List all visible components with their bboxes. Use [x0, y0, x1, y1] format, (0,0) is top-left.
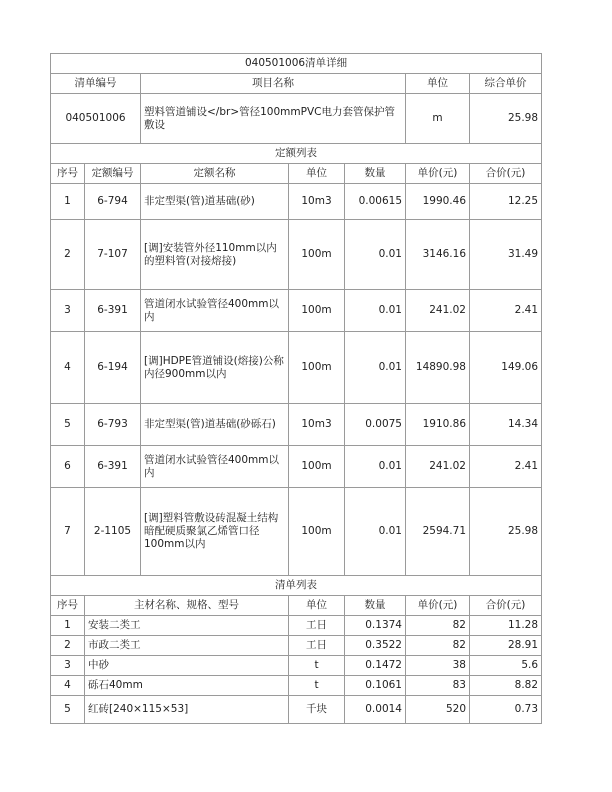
- material-qty: 0.1061: [345, 676, 406, 696]
- material-name: 安装二类工: [85, 616, 289, 636]
- quota-no: 3: [51, 290, 85, 332]
- material-unit: t: [289, 656, 345, 676]
- quota-row: [51, 332, 542, 404]
- quota-price: 14890.98: [406, 332, 470, 404]
- quota-no: 5: [51, 404, 85, 446]
- material-qty: 0.3522: [345, 636, 406, 656]
- quota-header-cell: 定额名称: [141, 164, 289, 184]
- quota-price: 241.02: [406, 290, 470, 332]
- material-total: 5.6: [470, 656, 542, 676]
- quota-no: 2: [51, 220, 85, 290]
- quota-name: 管道闭水试验管径400mm以内: [141, 446, 289, 488]
- quota-code: 6-391: [85, 290, 141, 332]
- material-price: 520: [406, 696, 470, 724]
- material-header-cell: 序号: [51, 596, 85, 616]
- quota-price: 1910.86: [406, 404, 470, 446]
- bill-price: 25.98: [470, 94, 542, 144]
- material-name: 中砂: [85, 656, 289, 676]
- material-name: 红砖[240×115×53]: [85, 696, 289, 724]
- quota-name: [调]安装管外径110mm以内的塑料管(对接熔接): [141, 220, 289, 290]
- material-price: 83: [406, 676, 470, 696]
- quota-header-cell: 数量: [345, 164, 406, 184]
- quota-qty: 0.00615: [345, 184, 406, 220]
- material-price: 38: [406, 656, 470, 676]
- quota-row: [51, 488, 542, 576]
- quota-total: 25.98: [470, 488, 542, 576]
- material-qty: 0.1472: [345, 656, 406, 676]
- material-total: 0.73: [470, 696, 542, 724]
- material-no: 1: [51, 616, 85, 636]
- quota-name: [调]塑料管敷设砖混凝土结构暗配硬质聚氯乙烯管口径100mm以内: [141, 488, 289, 576]
- material-qty: 0.0014: [345, 696, 406, 724]
- quota-total: 2.41: [470, 290, 542, 332]
- quota-header-cell: 单位: [289, 164, 345, 184]
- quota-name: 管道闭水试验管径400mm以内: [141, 290, 289, 332]
- material-no: 4: [51, 676, 85, 696]
- material-qty: 0.1374: [345, 616, 406, 636]
- quota-row: [51, 446, 542, 488]
- quota-unit: 100m: [289, 332, 345, 404]
- quota-no: 6: [51, 446, 85, 488]
- quota-row: [51, 184, 542, 220]
- quota-unit: 10m3: [289, 184, 345, 220]
- quota-unit: 100m: [289, 220, 345, 290]
- quota-qty: 0.01: [345, 220, 406, 290]
- material-name: 市政二类工: [85, 636, 289, 656]
- material-unit: 工日: [289, 616, 345, 636]
- quota-total: 2.41: [470, 446, 542, 488]
- material-no: 3: [51, 656, 85, 676]
- quota-total: 14.34: [470, 404, 542, 446]
- quota-qty: 0.0075: [345, 404, 406, 446]
- material-row: [51, 696, 542, 724]
- bill-detail-table: [50, 53, 542, 724]
- bill-code: 040501006: [51, 94, 141, 144]
- quota-header-cell: 序号: [51, 164, 85, 184]
- quota-code: 6-793: [85, 404, 141, 446]
- quota-total: 31.49: [470, 220, 542, 290]
- quota-qty: 0.01: [345, 488, 406, 576]
- bill-code-header: 清单编号: [51, 74, 141, 94]
- quota-no: 4: [51, 332, 85, 404]
- quota-name: 非定型渠(管)道基础(砂砾石): [141, 404, 289, 446]
- material-total: 8.82: [470, 676, 542, 696]
- material-unit: 工日: [289, 636, 345, 656]
- quota-name: [调]HDPE管道铺设(熔接)公称内径900mm以内: [141, 332, 289, 404]
- quota-qty: 0.01: [345, 290, 406, 332]
- bill-unit: m: [406, 94, 470, 144]
- quota-total: 12.25: [470, 184, 542, 220]
- material-row: [51, 656, 542, 676]
- material-price: 82: [406, 616, 470, 636]
- bill-name-header: 项目名称: [141, 74, 406, 94]
- material-unit: 千块: [289, 696, 345, 724]
- material-name: 砾石40mm: [85, 676, 289, 696]
- quota-code: 2-1105: [85, 488, 141, 576]
- quota-header-cell: 单价(元): [406, 164, 470, 184]
- quota-section-title: 定额列表: [51, 144, 542, 164]
- quota-code: 6-794: [85, 184, 141, 220]
- material-row: [51, 676, 542, 696]
- quota-price: 1990.46: [406, 184, 470, 220]
- quota-row: [51, 404, 542, 446]
- quota-code: 7-107: [85, 220, 141, 290]
- bill-price-header: 综合单价: [470, 74, 542, 94]
- quota-price: 2594.71: [406, 488, 470, 576]
- quota-header-cell: 合价(元): [470, 164, 542, 184]
- material-unit: t: [289, 676, 345, 696]
- quota-no: 1: [51, 184, 85, 220]
- material-price: 82: [406, 636, 470, 656]
- quota-price: 3146.16: [406, 220, 470, 290]
- material-header-cell: 合价(元): [470, 596, 542, 616]
- quota-header-cell: 定额编号: [85, 164, 141, 184]
- material-header-cell: 数量: [345, 596, 406, 616]
- quota-code: 6-194: [85, 332, 141, 404]
- material-row: [51, 636, 542, 656]
- material-section-title: 清单列表: [51, 576, 542, 596]
- bill-unit-header: 单位: [406, 74, 470, 94]
- material-header-cell: 单位: [289, 596, 345, 616]
- material-no: 2: [51, 636, 85, 656]
- material-row: [51, 616, 542, 636]
- quota-unit: 100m: [289, 488, 345, 576]
- quota-price: 241.02: [406, 446, 470, 488]
- material-total: 28.91: [470, 636, 542, 656]
- material-header-cell: 单价(元): [406, 596, 470, 616]
- material-total: 11.28: [470, 616, 542, 636]
- quota-unit: 10m3: [289, 404, 345, 446]
- quota-qty: 0.01: [345, 446, 406, 488]
- quota-name: 非定型渠(管)道基础(砂): [141, 184, 289, 220]
- quota-code: 6-391: [85, 446, 141, 488]
- table-title: 040501006清单详细: [51, 54, 542, 74]
- quota-no: 7: [51, 488, 85, 576]
- quota-total: 149.06: [470, 332, 542, 404]
- quota-qty: 0.01: [345, 332, 406, 404]
- quota-row: [51, 220, 542, 290]
- bill-name: 塑料管道铺设</br>管径100mmPVC电力套管保护管敷设: [141, 94, 406, 144]
- quota-row: [51, 290, 542, 332]
- quota-unit: 100m: [289, 290, 345, 332]
- quota-unit: 100m: [289, 446, 345, 488]
- material-no: 5: [51, 696, 85, 724]
- material-header-cell: 主材名称、规格、型号: [85, 596, 289, 616]
